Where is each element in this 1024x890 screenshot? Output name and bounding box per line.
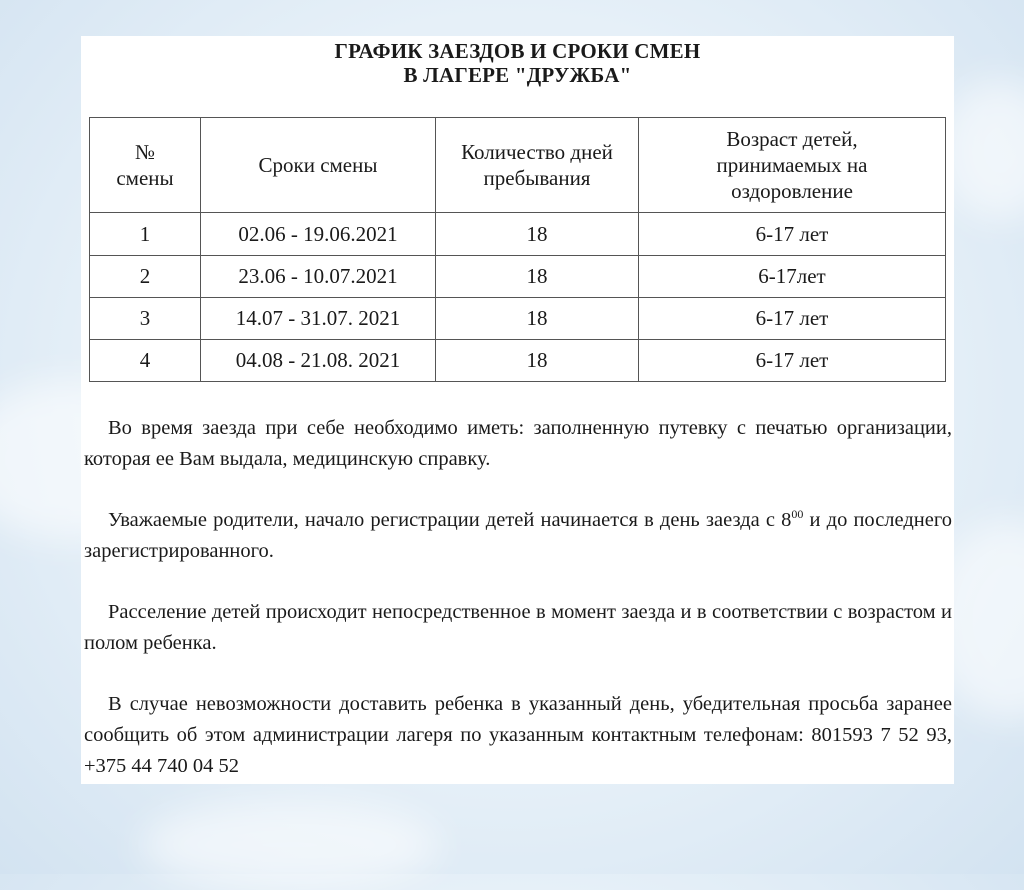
paragraph-documents: Во время заезда при себе необходимо иметь: заполненную путевку с печатью организации, которая ее Вам выдала, медицинскую справку. xyxy=(84,417,952,470)
registration-text: Уважаемые родители, начало регистрации детей начинается в день заезда с 8 xyxy=(108,509,792,531)
cell-days-count: 18 xyxy=(436,297,639,339)
table-row xyxy=(90,255,946,297)
header-days-count: Количество дней пребывания xyxy=(436,118,639,213)
cell-shift-dates: 23.06 - 10.07.2021 xyxy=(201,255,436,297)
page-title xyxy=(81,39,954,87)
cell-children-age: 6-17 лет xyxy=(639,339,946,381)
cell-shift-number: 2 xyxy=(90,255,201,297)
cell-children-age: 6-17 лет xyxy=(639,213,946,255)
table-header-row xyxy=(90,118,946,213)
header-shift-number: № смены xyxy=(90,118,201,213)
cell-shift-dates: 14.07 - 31.07. 2021 xyxy=(201,297,436,339)
title-line-2: В ЛАГЕРЕ "ДРУЖБА" xyxy=(403,63,632,87)
schedule-table xyxy=(89,117,946,382)
table-row xyxy=(90,339,946,381)
title-line-1: ГРАФИК ЗАЕЗДОВ И СРОКИ СМЕН xyxy=(334,39,701,63)
cell-shift-dates: 04.08 - 21.08. 2021 xyxy=(201,339,436,381)
cell-days-count: 18 xyxy=(436,339,639,381)
cell-shift-dates: 02.06 - 19.06.2021 xyxy=(201,213,436,255)
registration-time-minutes: 00 xyxy=(791,507,804,522)
paragraph-contacts: В случае невозможности доставить ребенка в указанный день, убедительная просьба заранее сообщить об этом администрации лагеря по указанным контактным телефонам: 801593 7 52 93, +375 44 740 04 52 xyxy=(84,693,952,777)
background-cloud xyxy=(140,800,440,890)
registration-text-end: и до последнего зарегистрированного. xyxy=(84,509,953,562)
cell-children-age: 6-17 лет xyxy=(639,297,946,339)
cell-days-count: 18 xyxy=(436,213,639,255)
cell-children-age: 6-17лет xyxy=(639,255,946,297)
table-row xyxy=(90,213,946,255)
cell-shift-number: 3 xyxy=(90,297,201,339)
paragraph-registration xyxy=(84,505,952,567)
cell-shift-number: 4 xyxy=(90,339,201,381)
document-sheet xyxy=(81,36,954,784)
header-children-age: Возраст детей, принимаемых на оздоровление xyxy=(639,118,946,213)
paragraph-accommodation: Расселение детей происходит непосредственное в момент заезда и в соответствии с возрастом и полом ребенка. xyxy=(84,601,952,654)
cell-days-count: 18 xyxy=(436,255,639,297)
table-row xyxy=(90,297,946,339)
cell-shift-number: 1 xyxy=(90,213,201,255)
header-shift-dates: Сроки смены xyxy=(201,118,436,213)
